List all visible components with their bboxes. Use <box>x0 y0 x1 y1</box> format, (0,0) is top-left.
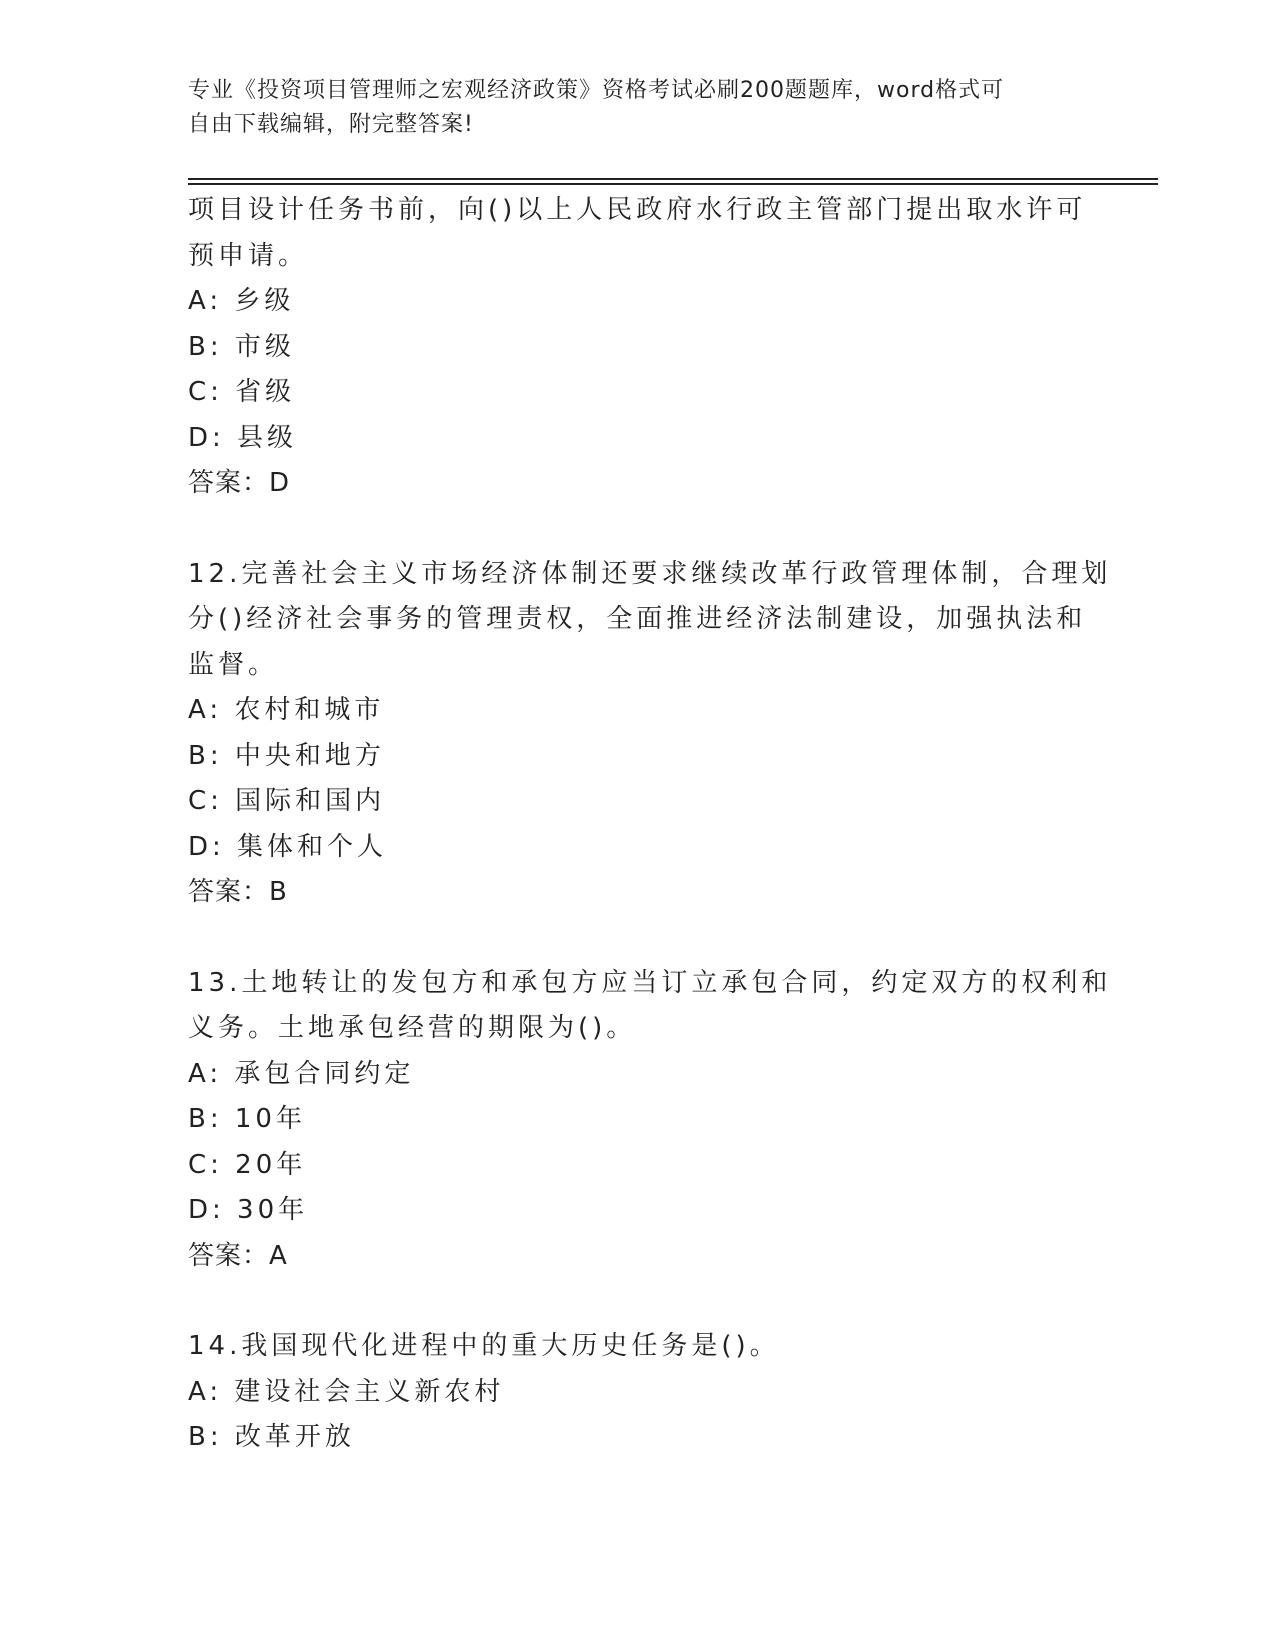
question-list <box>188 188 1112 1461</box>
question-stem: 13.土地转让的发包方和承包方应当订立承包合同，约定双方的权利和 <box>188 967 1112 998</box>
option-d: D: 集体和个人 <box>188 831 388 862</box>
option-a: A: 建设社会主义新农村 <box>188 1376 505 1407</box>
question-block <box>188 961 1112 1280</box>
option-d: D: 30年 <box>188 1195 309 1225</box>
question-stem: 分()经济社会事务的管理责权，全面推进经济法制建设，加强执法和 <box>188 604 1087 634</box>
option-a: A: 乡级 <box>188 286 295 316</box>
answer-line: 答案：A <box>188 1240 288 1271</box>
question-block <box>188 552 1112 916</box>
spacer <box>188 507 1088 552</box>
option-c: C: 省级 <box>188 377 296 407</box>
question-stem: 项目设计任务书前，向()以上人民政府水行政主管部门提出取水许可 <box>188 195 1087 225</box>
option-a: A: 农村和城市 <box>188 695 385 725</box>
question-block <box>188 188 1088 507</box>
option-d: D: 县级 <box>188 422 298 453</box>
option-b: B: 市级 <box>188 331 295 362</box>
header-title-line-1: 专业《投资项目管理师之宏观经济政策》资格考试必刷200题题库，word格式可 <box>188 78 1005 103</box>
document-header <box>188 74 1068 142</box>
question-stem: 14.我国现代化进程中的重大历史任务是()。 <box>188 1331 780 1361</box>
option-a: A: 承包合同约定 <box>188 1058 415 1089</box>
header-title-line-2: 自由下载编辑，附完整答案! <box>188 112 474 137</box>
question-stem: 监督。 <box>188 649 279 680</box>
option-b: B: 改革开放 <box>188 1422 355 1452</box>
spacer <box>188 916 1088 961</box>
spacer <box>188 1279 1088 1324</box>
header-divider-bottom <box>188 183 1158 185</box>
answer-line: 答案：B <box>188 877 288 907</box>
question-block <box>188 1324 1088 1461</box>
option-b: B: 中央和地方 <box>188 740 385 771</box>
answer-line: 答案：D <box>188 468 291 498</box>
question-stem: 12.完善社会主义市场经济体制还要求继续改革行政管理体制，合理划 <box>188 558 1112 589</box>
header-divider-top <box>188 178 1158 180</box>
option-b: B: 10年 <box>188 1104 306 1134</box>
option-c: C: 国际和国内 <box>188 786 386 816</box>
question-stem: 预申请。 <box>188 240 309 271</box>
question-stem: 义务。土地承包经营的期限为()。 <box>188 1013 637 1043</box>
option-c: C: 20年 <box>188 1149 307 1180</box>
